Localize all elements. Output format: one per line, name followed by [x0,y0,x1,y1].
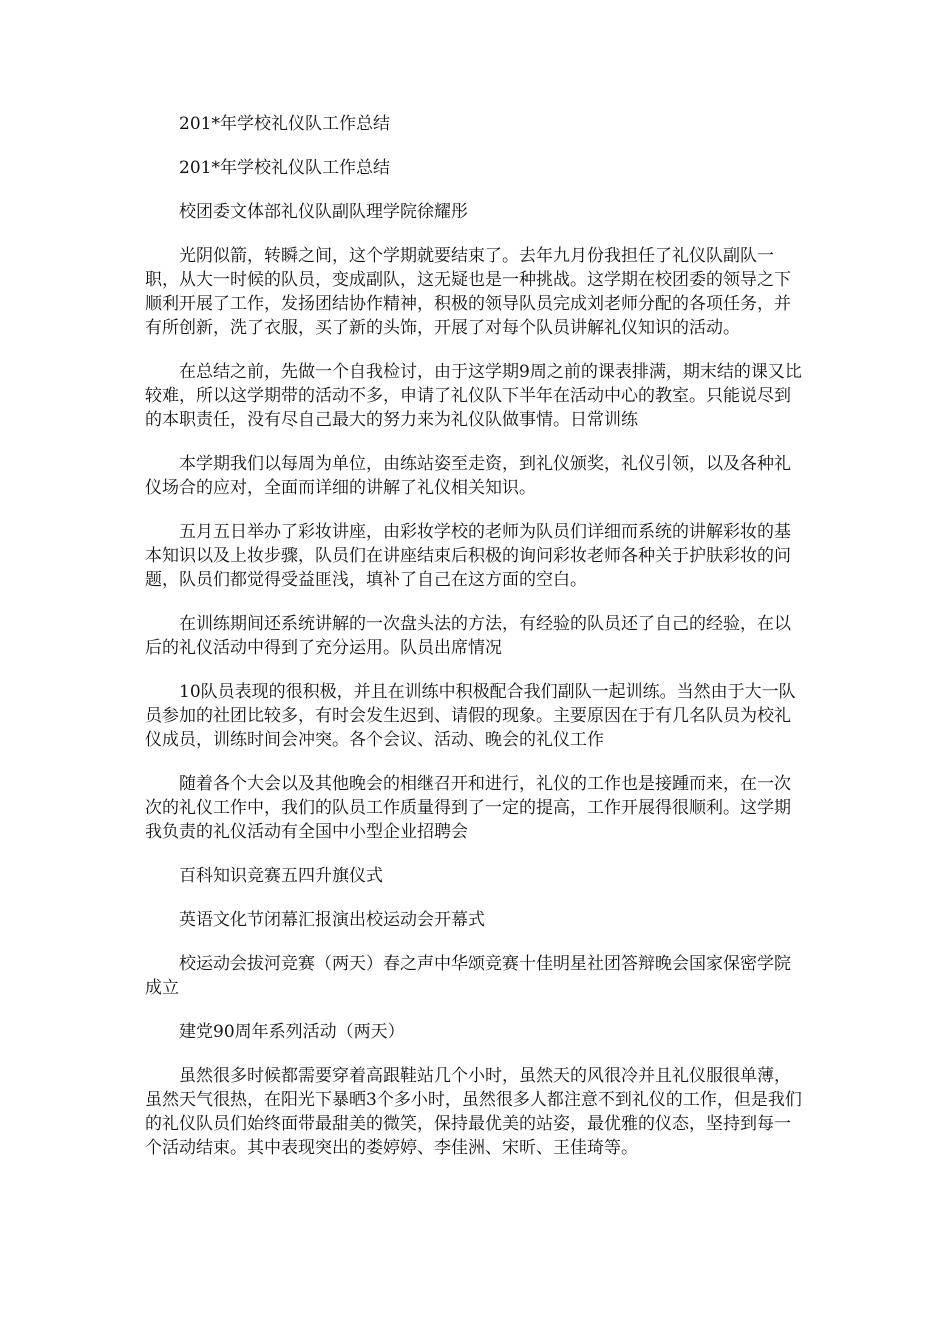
event-list-line-4: 建党90周年系列活动（两天） [179,1022,405,1042]
document-title: 201*年学校礼仪队工作总结 [179,114,390,134]
document-subtitle: 201*年学校礼仪队工作总结 [179,158,390,178]
paragraph-self-review: 在总结之前，先做一个自我检讨，由于这学期9周之前的课表排满，期末结的课又比较难，所以这学期带的活动不多，申请了礼仪队下半年在活动中心的教室。只能说尽到的本职责任，没有尽自己最大的努力来为礼仪队做事情。日常训练 [145,362,802,430]
paragraph-training: 本学期我们以每周为单位，由练站姿至走资，到礼仪颁奖，礼仪引领，以及各种礼仪场合的应对，全面而详细的讲解了礼仪相关知识。 [145,454,791,498]
paragraph-intro: 光阴似箭，转瞬之间，这个学期就要结束了。去年九月份我担任了礼仪队副队一职，从大一时候的队员，变成副队，这无疑也是一种挑战。这学期在校团委的领导之下顺利开展了工作，发扬团结协作精神，积极的领导队员完成刘老师分配的各项任务，并有所创新，洗了衣服，买了新的头饰，开展了对每个队员讲解礼仪知识的活动。 [145,246,791,338]
author-line: 校团委文体部礼仪队副队理学院徐耀彤 [179,202,468,222]
event-list-line-2: 英语文化节闭幕汇报演出校运动会开幕式 [179,910,485,930]
paragraph-hair-method: 在训练期间还系统讲解的一次盘头法的方法，有经验的队员还了自己的经验，在以后的礼仪活动中得到了充分运用。队员出席情况 [145,614,791,658]
event-list-line-3: 校运动会拔河竞赛（两天）春之声中华颂竞赛十佳明星社团答辩晚会国家保密学院成立 [145,954,791,998]
paragraph-conclusion: 虽然很多时候都需要穿着高跟鞋站几个小时，虽然天的风很冷并且礼仪服很单薄，虽然天气很热，在阳光下暴晒3个多小时，虽然很多人都注意不到礼仪的工作，但是我们的礼仪队员们始终面带最甜美的微笑，保持最优美的站姿，最优雅的仪态，坚持到每一个活动结束。其中表现突出的娄婷婷、李佳洲、宋昕、王佳琦等。 [145,1066,802,1158]
document-body [145,112,805,1180]
event-list-line-1: 百科知识竞赛五四升旗仪式 [179,866,383,886]
paragraph-events: 随着各个大会以及其他晚会的相继召开和进行，礼仪的工作也是接踵而来，在一次次的礼仪工作中，我们的队员工作质量得到了一定的提高，工作开展得很顺利。这学期我负责的礼仪活动有全国中小型企业招聘会 [145,774,791,842]
paragraph-attendance: 10队员表现的很积极，并且在训练中积极配合我们副队一起训练。当然由于大一队员参加的社团比较多，有时会发生迟到、请假的现象。主要原因在于有几名队员为校礼仪成员，训练时间会冲突。各个会议、活动、晚会的礼仪工作 [145,682,796,750]
paragraph-makeup-lecture: 五月五日举办了彩妆讲座，由彩妆学校的老师为队员们详细而系统的讲解彩妆的基本知识以及上妆步骤，队员们在讲座结束后积极的询问彩妆老师各种关于护肤彩妆的问题，队员们都觉得受益匪浅，填补了自己在这方面的空白。 [145,522,791,590]
